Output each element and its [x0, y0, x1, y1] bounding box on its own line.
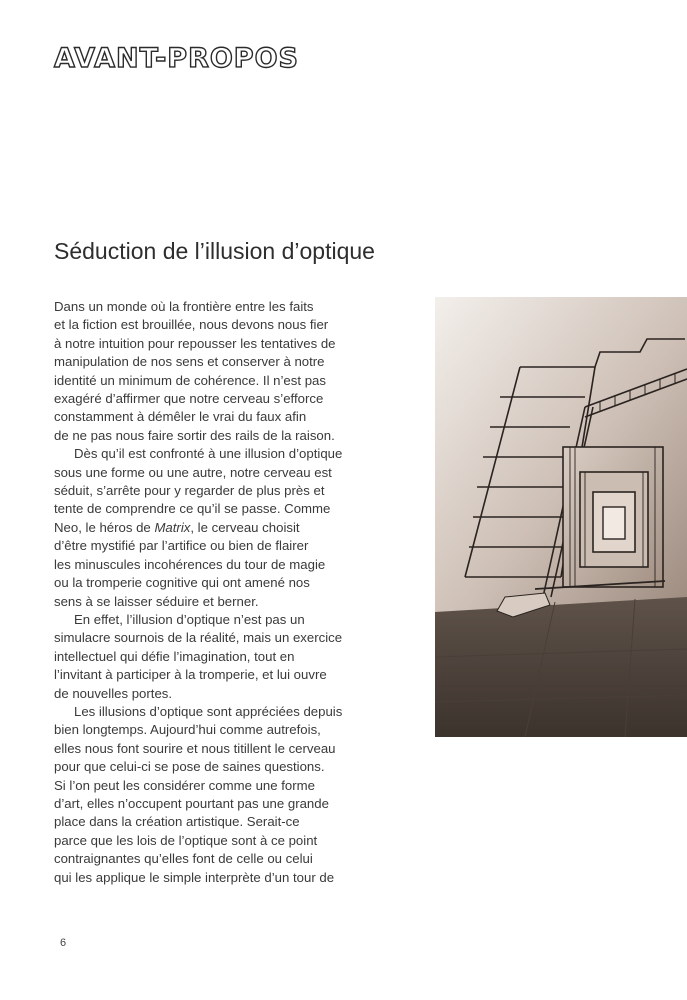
body-line: d’être mystifié par l’artifice ou bien de flairer — [54, 538, 309, 554]
body-line: Dans un monde où la frontière entre les faits — [54, 299, 314, 314]
body-line: d’art, elles n’occupent pourtant pas une grande — [54, 795, 329, 811]
body-line: séduit, s’arrête pour y regarder de plus près et — [54, 483, 325, 499]
body-line: Les illusions d’optique sont appréciées depuis — [74, 703, 343, 719]
body-line: Si l’on peut les considérer comme une forme — [54, 777, 315, 793]
section-title: Séduction de l’illusion d’optique — [54, 238, 375, 264]
body-line: pour que celui-ci se pose de saines questions. — [54, 759, 325, 775]
body-line: tente de comprendre ce qu’il se passe. Comme — [54, 501, 331, 517]
italic-title: Matrix — [154, 519, 191, 535]
body-line-end: , le cerveau choisit — [190, 519, 300, 535]
body-line: intellectuel qui défie l’imagination, tout en — [54, 648, 295, 664]
body-line-with-italic — [54, 519, 364, 537]
body-line: de ne pas nous faire sortir des rails de la raison. — [54, 427, 335, 443]
body-line: constamment à démêler le vrai du faux afin — [54, 409, 307, 425]
body-line: En effet, l’illusion d’optique n’est pas un — [74, 611, 305, 627]
body-line: de nouvelles portes. — [54, 685, 173, 701]
body-line: place dans la création artistique. Serait-ce — [54, 814, 300, 830]
body-line: bien longtemps. Aujourd’hui comme autrefois, — [54, 722, 321, 738]
body-line: exagéré d’affirmer que notre cerveau s’efforce — [54, 391, 324, 407]
page-number: 6 — [60, 937, 67, 949]
staircase-illusion-photo — [435, 297, 687, 737]
body-line: identité un minimum de cohérence. Il n’est pas — [54, 372, 326, 388]
body-line: les minuscules incohérences du tour de magie — [54, 556, 326, 572]
body-line: elles nous font sourire et nous titillent le cerveau — [54, 740, 336, 756]
body-line: l’invitant à participer à la tromperie, et lui ouvre — [54, 667, 327, 683]
chapter-title: AVANT-PROPOS — [54, 43, 299, 74]
body-line: Dès qu’il est confronté à une illusion d’optique — [74, 446, 343, 462]
body-line: contraignantes qu’elles font de celle ou celui — [54, 851, 313, 867]
body-line: simulacre sournois de la réalité, mais un exercice — [54, 630, 343, 646]
body-line-start: Neo, le héros de — [54, 519, 155, 535]
body-line: qui les applique le simple interprète d’un tour de — [54, 869, 335, 885]
body-line: à notre intuition pour repousser les tentatives de — [54, 335, 336, 351]
body-line: manipulation de nos sens et conserver à notre — [54, 354, 325, 370]
body-line: ou la tromperie cognitive qui ont amené nos — [54, 575, 310, 591]
body-line: parce que les lois de l’optique sont à ce point — [54, 832, 318, 848]
body-text — [54, 298, 364, 887]
body-line: sens à se laisser séduire et berner. — [54, 593, 259, 609]
body-line: et la fiction est brouillée, nous devons nous fier — [54, 317, 329, 333]
body-line: sous une forme ou une autre, notre cerveau est — [54, 464, 332, 480]
